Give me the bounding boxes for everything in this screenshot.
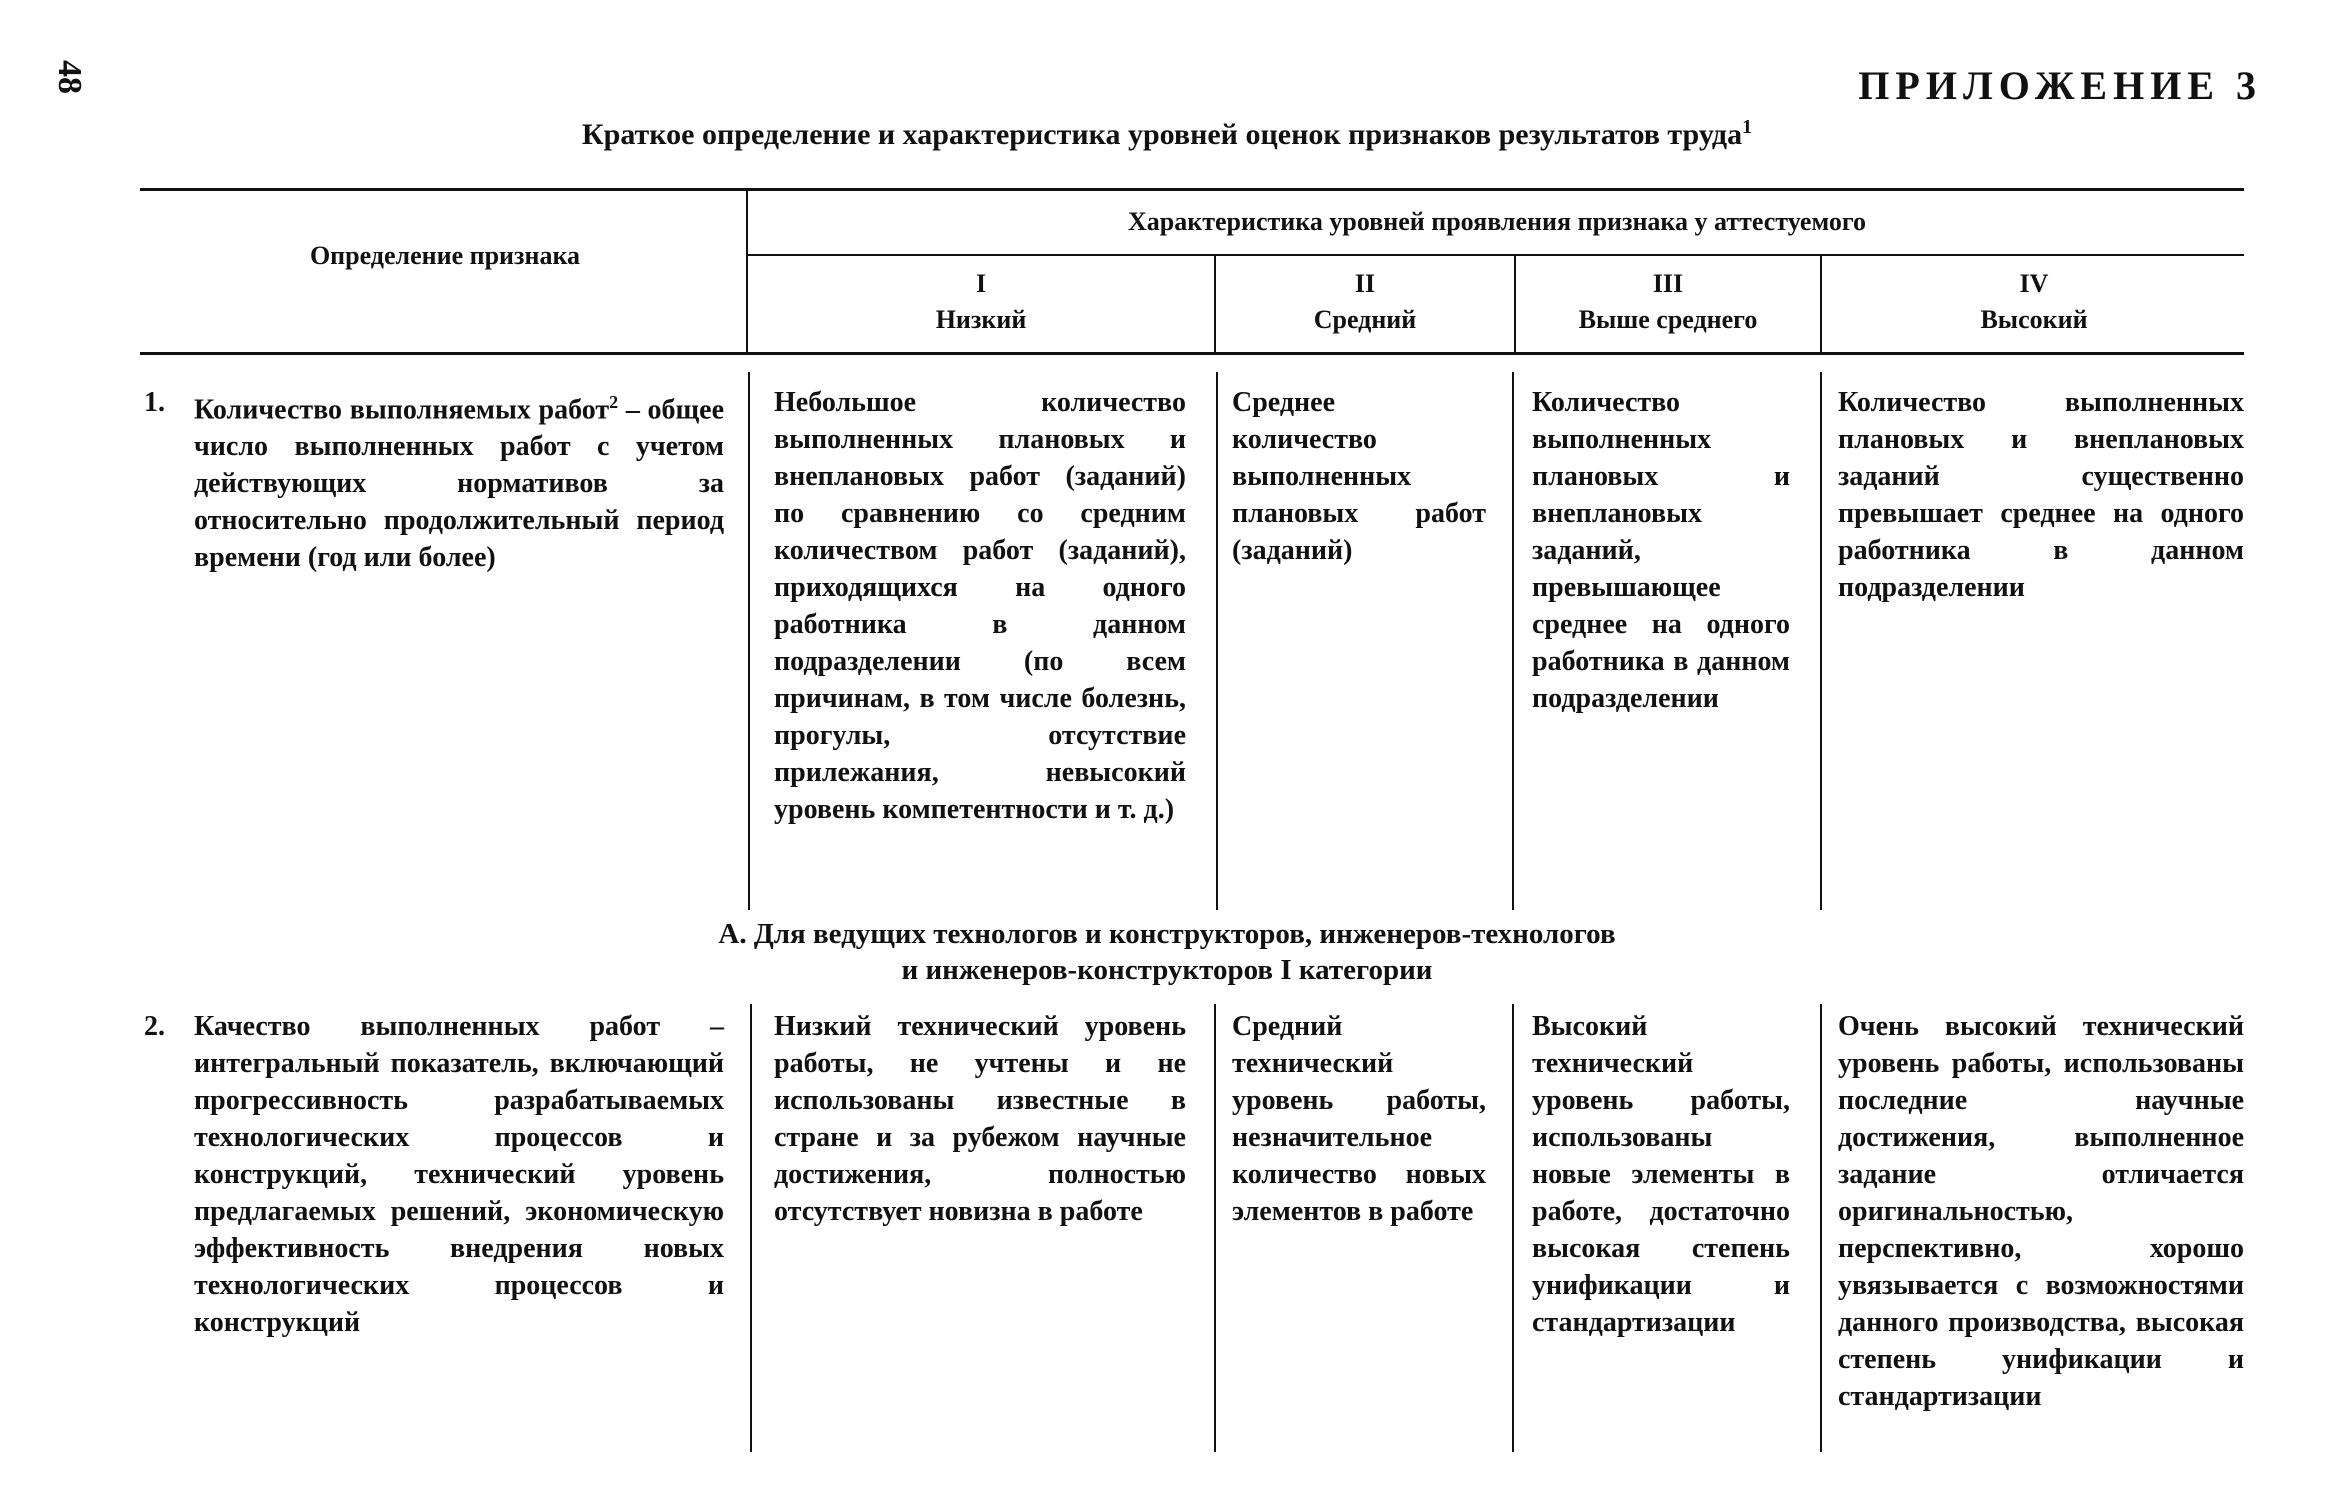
appendix-heading: ПРИЛОЖЕНИЕ 3 xyxy=(1858,63,2262,108)
row2-definition: Качество выполненных работ – интегральный показатель, включающий прогрессивность разрабатываемых технологических процессов и конструкций, технический уровень предлагаемых решений, экономическую эффективность внедрения новых технологических процессов и конструкций xyxy=(194,1011,724,1338)
section-heading xyxy=(0,916,2334,988)
header-bottom-rule xyxy=(140,352,2244,355)
row2-level-2: Средний технический уровень работы, незначительное количество новых элементов в работе xyxy=(1232,1011,1486,1227)
header-divider xyxy=(1820,256,1822,352)
section-line-1: А. Для ведущих технологов и конструкторов, инженеров-технологов xyxy=(718,918,1616,950)
title-text: Краткое определение и характеристика уровней оценок признаков результатов труда xyxy=(581,118,1743,151)
row-divider xyxy=(1820,372,1822,910)
header-level-2 xyxy=(1218,266,1512,338)
header-definition: Определение признака xyxy=(309,241,581,270)
row-divider xyxy=(750,1004,752,1452)
level-name: Высокий xyxy=(1980,305,2088,334)
header-divider xyxy=(746,190,748,352)
section-line-2: и инженеров-конструкторов I категории xyxy=(901,954,1433,986)
row2-level-4: Очень высокий технический уровень работы, использованы последние научные достижения, выполненное задание отличается оригинальностью, перспективно, хорошо увязывается с возможностями данного производства, высокая степень унификации и стандартизации xyxy=(1838,1011,2244,1412)
level-roman: IV xyxy=(2019,269,2049,298)
header-divider xyxy=(1514,256,1516,352)
row-divider xyxy=(1214,1004,1216,1452)
definition-text: – общее число выполненных работ с учетом действующих нормативов за относительно продолжительный период времени (год или более) xyxy=(194,394,724,574)
row1-level-3: Количество выполненных плановых и внеплановых заданий, превышающее среднее на одного работника в данном подразделении xyxy=(1532,387,1790,714)
table-top-rule xyxy=(140,188,2244,191)
row1-definition xyxy=(194,384,724,576)
row-divider xyxy=(748,372,750,910)
row-divider xyxy=(1512,372,1514,910)
row1-level-4: Количество выполненных плановых и внеплановых заданий существенно превышает среднее на одного работника в данном подразделении xyxy=(1838,387,2244,603)
header-characteristic: Характеристика уровней проявления признака у аттестуемого xyxy=(1128,207,1866,236)
row2-level-3: Высокий технический уровень работы, использованы новые элементы в работе, достаточно высокая степень унификации и стандартизации xyxy=(1532,1011,1790,1338)
row1-level-1: Небольшое количество выполненных плановых и внеплановых работ (заданий) по сравнению со средним количеством работ (заданий), приходящихся на одного работника в данном подразделении (по всем причинам, в том числе болезнь, прогулы, отсутствие прилежания, невысокий уровень компетентности и т. д.) xyxy=(774,387,1186,825)
header-level-1 xyxy=(750,266,1212,338)
row1-level-2: Среднее количество выполненных плановых работ (заданий) xyxy=(1232,387,1486,566)
row-number: 2. xyxy=(144,1011,165,1042)
definition-footnote: 2 xyxy=(609,392,619,412)
page-number: 48 xyxy=(51,60,88,94)
level-name: Низкий xyxy=(935,305,1027,334)
row-divider xyxy=(1820,1004,1822,1452)
row-divider xyxy=(1512,1004,1514,1452)
header-level-3 xyxy=(1518,266,1818,338)
level-roman: II xyxy=(1354,269,1376,298)
header-mid-rule xyxy=(746,254,2244,256)
row2-level-1: Низкий технический уровень работы, не учтены и не использованы известные в стране и за рубежом научные достижения, полностью отсутствует новизна в работе xyxy=(774,1011,1186,1227)
row-number: 1. xyxy=(144,387,165,418)
document-title xyxy=(0,116,2334,152)
title-footnote: 1 xyxy=(1742,116,1753,138)
level-roman: I xyxy=(975,269,987,298)
level-name: Средний xyxy=(1313,305,1417,334)
definition-term: Количество выполняемых работ xyxy=(194,394,610,426)
row-divider xyxy=(1216,372,1218,910)
level-name: Выше среднего xyxy=(1578,305,1758,334)
header-divider xyxy=(1214,256,1216,352)
level-roman: III xyxy=(1652,269,1684,298)
header-level-4 xyxy=(1824,266,2244,338)
